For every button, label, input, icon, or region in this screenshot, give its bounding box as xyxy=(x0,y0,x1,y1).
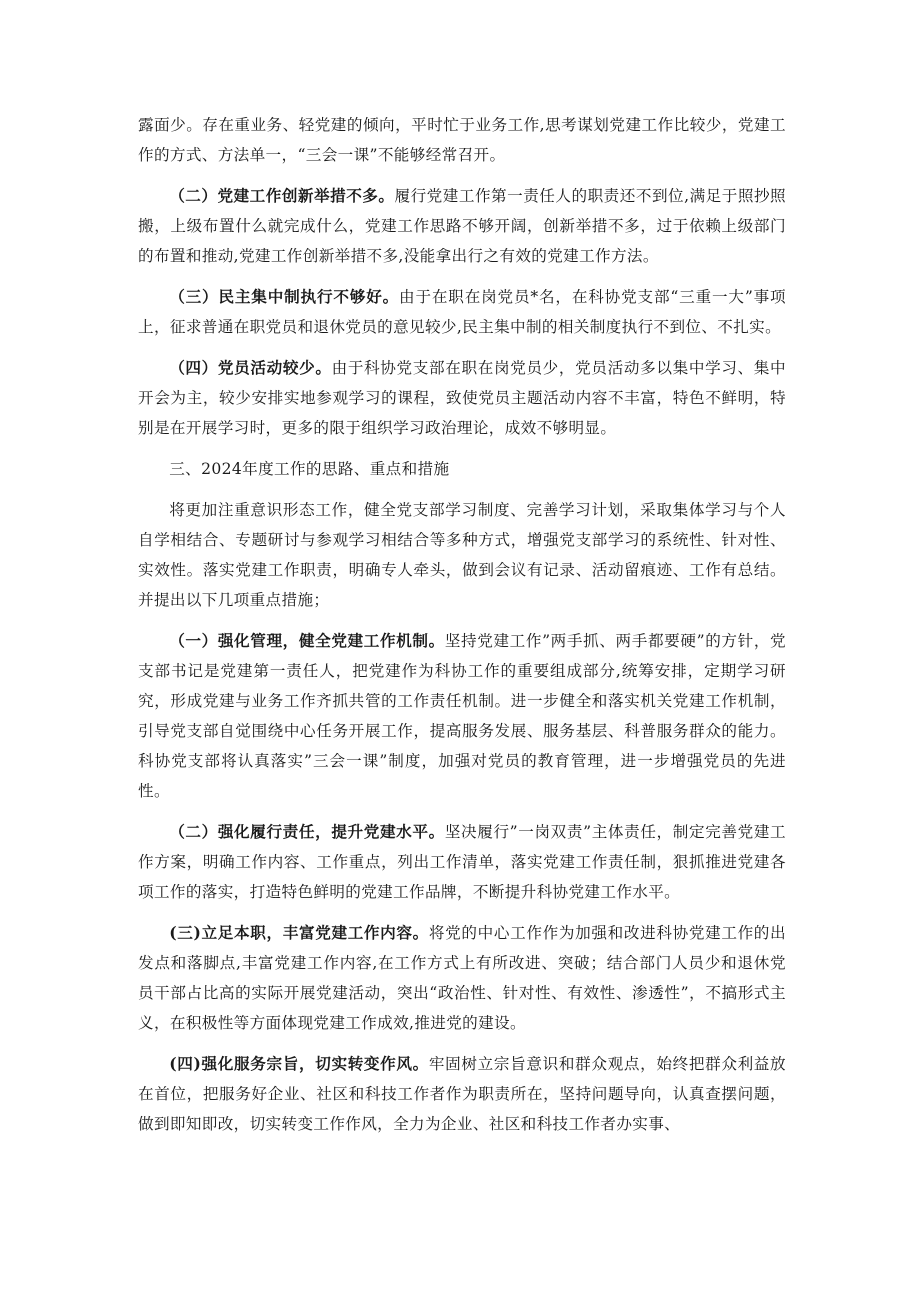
paragraph-lead: （四）党员活动较少。 xyxy=(169,358,332,377)
paragraph-text: 坚持党建工作”两手抓、两手都要硬”的方针，党支部书记是党建第一责任人，把党建作为科协工作的重要组成部分,统筹安排，定期学习研究，形成党建与业务工作齐抓共管的工作责任机制。进一步健全和落实机关党建工作机制，引导党支部自觉围绕中心任务开展工作，提高服务发展、服务基层、科普服务群众的能力。科协党支部将认真落实”三会一课”制度，加强对党员的教育管理，进一步增强党员的先进性。 xyxy=(138,632,786,800)
paragraph-item-3 xyxy=(138,282,786,342)
paragraph-lead: （三）民主集中制执行不够好。 xyxy=(169,287,400,306)
paragraph-text: 牢固树立宗旨意识和群众观点，始终把群众利益放在首位，把服务好企业、社区和科技工作者作为职责所在，坚持问题导向，认真查摆问题，做到即知即改，切实转变工作作风，全力为企业、社区和科技工作者办实事、 xyxy=(138,1055,786,1133)
paragraph-lead: （一）强化管理，健全党建工作机制。 xyxy=(169,631,445,650)
paragraph-lead: (四)强化服务宗旨，切实转变作风。 xyxy=(169,1054,429,1073)
paragraph-measure-2 xyxy=(138,817,786,907)
section-heading-text: 三、2024年度工作的思路、重点和措施 xyxy=(169,460,450,478)
paragraph-measure-1 xyxy=(138,626,786,806)
paragraph-lead: （二）党建工作创新举措不多。 xyxy=(169,186,395,205)
paragraph-text: 由于在职在岗党员*名，在科协党支部“三重一大”事项上，征求普通在职党员和退休党员的意见较少,民主集中制的相关制度执行不到位、不扎实。 xyxy=(138,288,786,336)
paragraph-text: 将更加注重意识形态工作，健全党支部学习制度、完善学习计划，采取集体学习与个人自学相结合、专题研讨与参观学习相结合等多种方式，增强党支部学习的系统性、针对性、实效性。落实党建工作职责，明确专人牵头，做到会议有记录、活动留痕迹、工作有总结。并提出以下几项重点措施； xyxy=(138,501,786,609)
paragraph-item-4 xyxy=(138,353,786,443)
paragraph-continuation xyxy=(138,110,786,170)
paragraph-item-2 xyxy=(138,181,786,271)
section-heading xyxy=(138,454,786,484)
paragraph-measure-3 xyxy=(138,918,786,1038)
paragraph-lead: （二）强化履行责任，提升党建水平。 xyxy=(169,822,445,841)
paragraph-lead: (三)立足本职，丰富党建工作内容。 xyxy=(169,923,429,942)
paragraph-text: 将党的中心工作作为加强和改进科协党建工作的出发点和落脚点,丰富党建工作内容,在工作方式上有所改进、突破；结合部门人员少和退休党员干部占比高的实际开展党建活动，突出“政治性、针对性、有效性、渗透性”，不搞形式主义，在积极性等方面体现党建工作成效,推进党的建设。 xyxy=(138,924,786,1032)
paragraph-text: 履行党建工作第一责任人的职责还不到位,满足于照抄照搬，上级布置什么就完成什么，党建工作思路不够开阔，创新举措不多，过于依赖上级部门的布置和推动,党建工作创新举措不多,没能拿出行之有效的党建工作方法。 xyxy=(138,187,786,265)
paragraph-text: 坚决履行”一岗双责”主体责任，制定完善党建工作方案，明确工作内容、工作重点，列出工作清单，落实党建工作责任制，狠抓推进党建各项工作的落实，打造特色鲜明的党建工作品牌，不断提升科协党建工作水平。 xyxy=(138,823,786,901)
paragraph-intro xyxy=(138,495,786,615)
paragraph-text: 露面少。存在重业务、轻党建的倾向，平时忙于业务工作,思考谋划党建工作比较少，党建工作的方式、方法单一，“三会一课”不能够经常召开。 xyxy=(138,116,786,164)
paragraph-measure-4 xyxy=(138,1049,786,1139)
paragraph-text: 由于科协党支部在职在岗党员少，党员活动多以集中学习、集中开会为主，较少安排实地参观学习的课程，致使党员主题活动内容不丰富，特色不鲜明，特别是在开展学习时，更多的限于组织学习政治理论，成效不够明显。 xyxy=(138,359,786,437)
document-page xyxy=(138,110,786,1150)
